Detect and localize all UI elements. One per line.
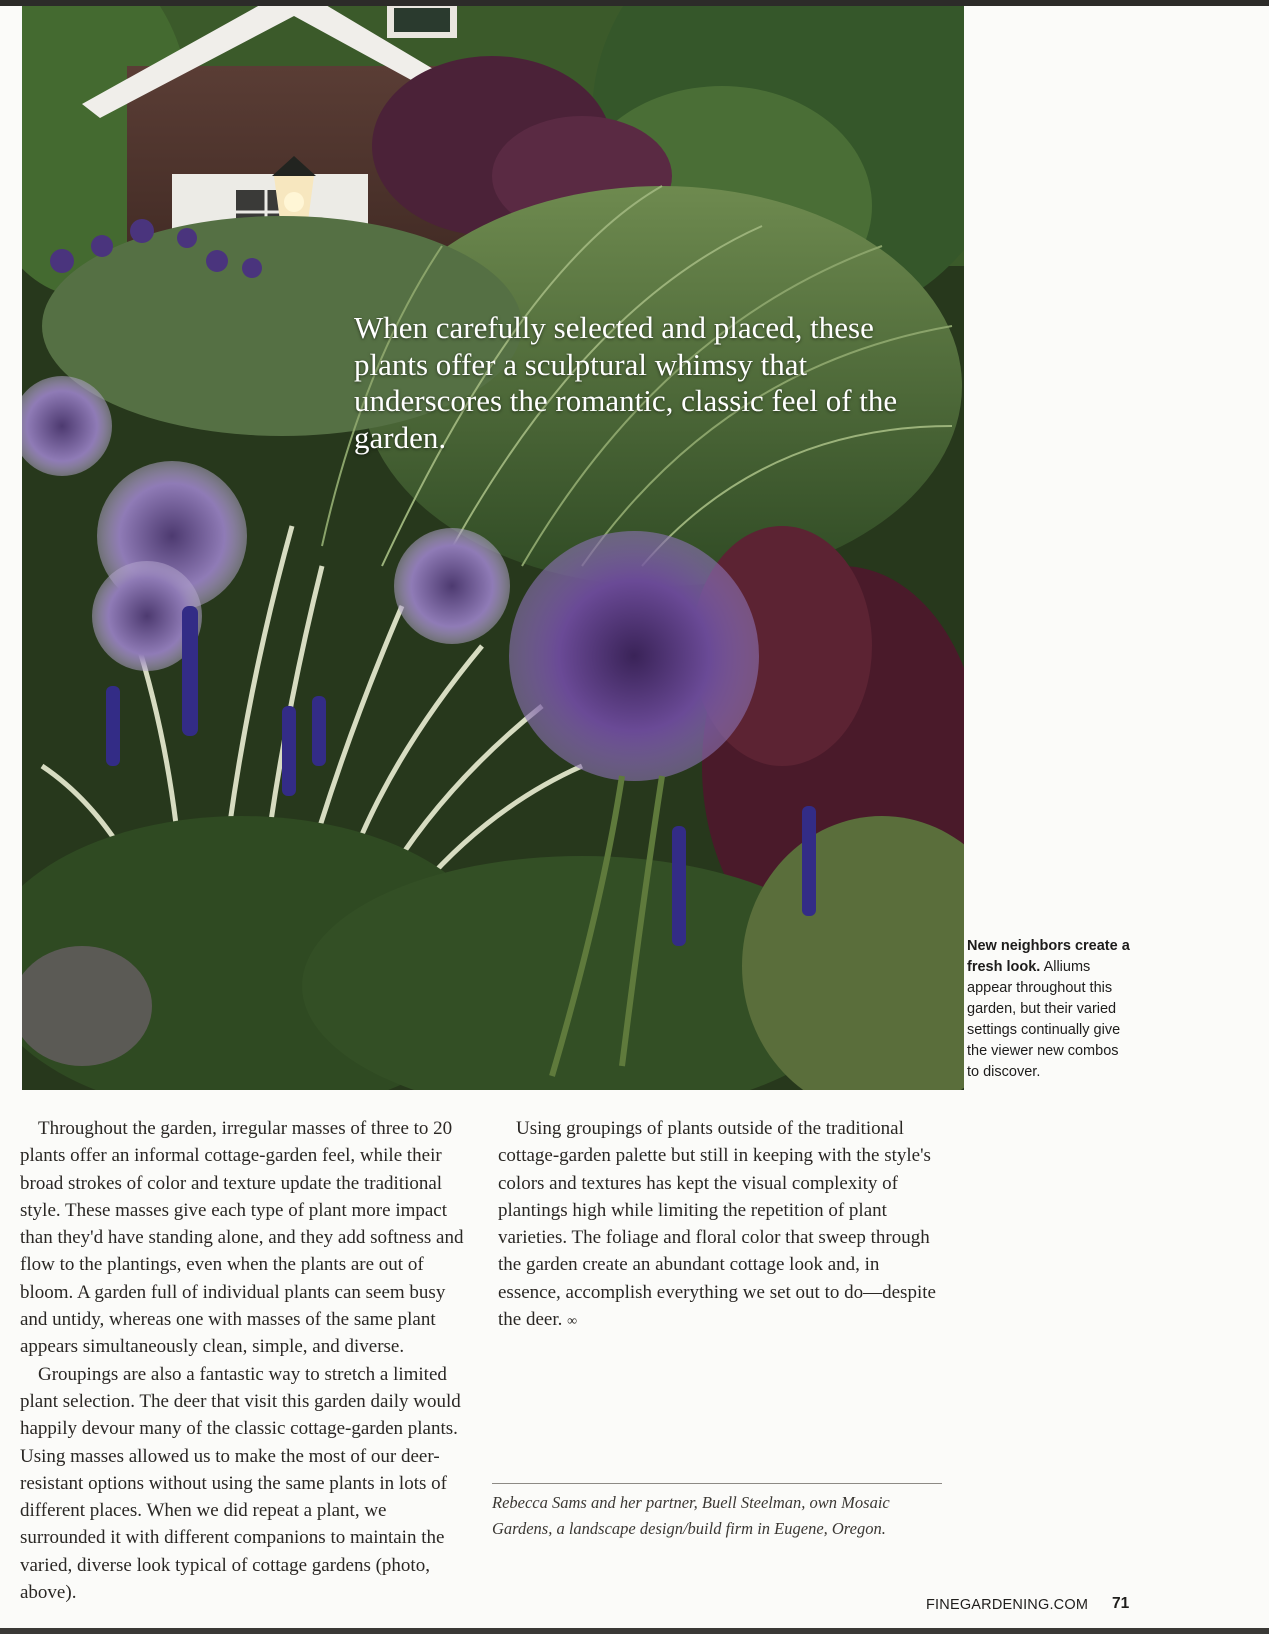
garden-photo	[22, 6, 964, 1090]
article-paragraph	[498, 1115, 946, 1335]
folio-site: FINEGARDENING.COM	[926, 1597, 1089, 1613]
page-number: 71	[1112, 1595, 1130, 1612]
allium-head-large	[509, 531, 759, 781]
caption-lead: New neighbors create a fresh look.	[967, 938, 1130, 975]
article-paragraph: Throughout the garden, irregular masses of three to 20 plants offer an informal cottage-garden feel, while their broad strokes of color and texture update the traditional style. These masses give each type of plant more impact than they'd have standing alone, and they add softness and flow to the plantings, even when the plants are out of bloom. A garden full of individual plants can seem busy and untidy, whereas one with masses of the same plant appears simultaneously clean, simple, and diverse.	[20, 1118, 464, 1358]
byline-rule	[492, 1483, 942, 1484]
allium-head	[394, 528, 510, 644]
caption-text: Alliums appear throughout this garden, but their varied settings continually give the viewer new combos to discover.	[967, 959, 1121, 1080]
article-column-right	[498, 1115, 946, 1335]
article-paragraph: Groupings are also a fantastic way to stretch a limited plant selection. The deer that visit this garden daily would happily devour many of the classic cottage-garden plants. Using masses allowed us to make the most of our deer-resistant options without using the same plants in lots of different places. When we did repeat a plant, we surrounded it with different companions to maintain the varied, diverse look typical of cottage gardens (photo, above).	[20, 1363, 461, 1604]
author-byline: Rebecca Sams and her partner, Buell Steelman, own Mosaic Gardens, a landscape design/build firm in Eugene, Oregon.	[492, 1493, 890, 1538]
pull-quote: When carefully selected and placed, these plants offer a sculptural whimsy that underscores the romantic, classic feel of the garden.	[354, 310, 898, 455]
page-bottom-edge	[0, 1628, 1269, 1634]
photo-caption	[967, 936, 1132, 1083]
garden-illustration	[22, 6, 964, 1090]
end-mark-icon: ∞	[567, 1314, 578, 1330]
article-column-left	[20, 1115, 465, 1606]
article-paragraph-text: Using groupings of plants outside of the traditional cottage-garden palette but still in keeping with the style's colors and textures has kept the visual complexity of plantings high while limiting the repetition of plant varieties. The foliage and floral color that sweep through the garden create an abundant cottage look and, in essence, accomplish everything we set out to do—despite the deer.	[498, 1118, 936, 1331]
